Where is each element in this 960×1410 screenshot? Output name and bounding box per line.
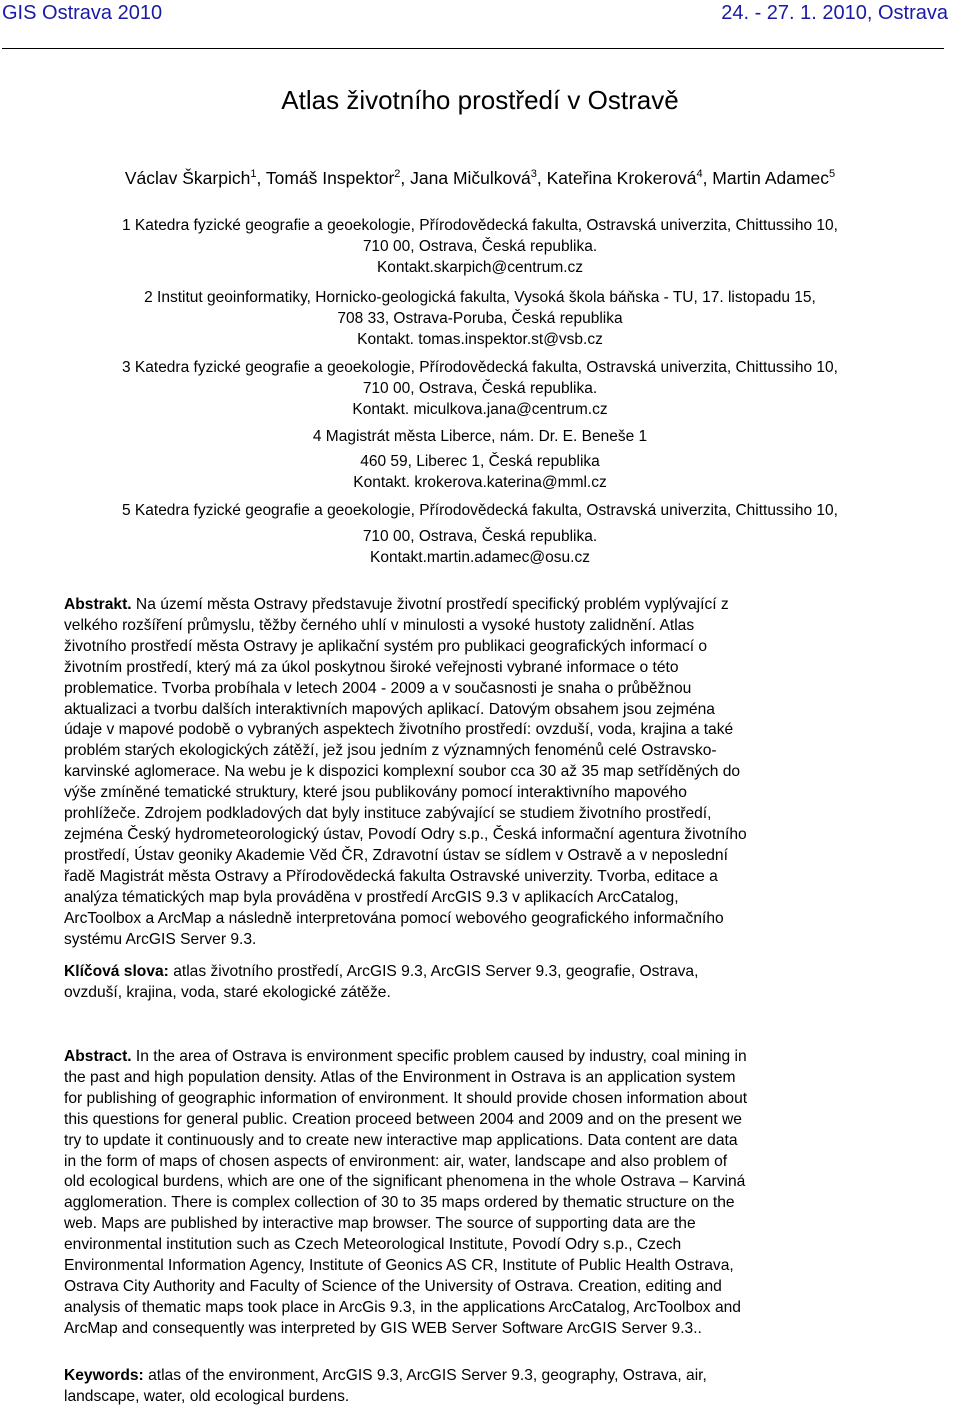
abstract-cz-line: životního prostředí města Ostravy je aplikační systém pro publikaci geografických informací o bbox=[64, 637, 708, 655]
author: Václav Škarpich bbox=[124, 168, 251, 188]
affiliation-contact: Kontakt. krokerova.katerina@mml.cz bbox=[353, 474, 607, 491]
keywords-cz bbox=[64, 962, 900, 1004]
affiliation-2 bbox=[0, 287, 960, 350]
abstract-cz-line: prostředí, Ústav geoniky Akademie Věd ČR, Zdravotní ústav se sídlem v Ostravě a v neposlední bbox=[64, 846, 728, 864]
keywords-en bbox=[64, 1366, 900, 1408]
author-index: 5 bbox=[829, 168, 836, 181]
abstract-en bbox=[64, 1047, 900, 1340]
header-date: 24. - 27. 1. 2010, Ostrava bbox=[721, 2, 948, 24]
author-index: 2 bbox=[394, 168, 401, 181]
author-index: 4 bbox=[696, 168, 703, 181]
abstract-cz-line: karvinské aglomerace. Na webu je k dispozici komplexní soubor cca 30 až 35 map setříděných do bbox=[64, 763, 741, 781]
abstract-en-line: agglomeration. There is complex collection of 30 to 35 maps ordered by thematic structure on the bbox=[64, 1194, 735, 1212]
abstract-cz-line: výše zmíněné tematické struktury, které jsou publikovány pomocí interaktivního mapového bbox=[64, 784, 687, 802]
affiliation-contact: Kontakt. tomas.inspektor.st@vsb.cz bbox=[357, 331, 603, 348]
abstract-en-line: In the area of Ostrava is environment specific problem caused by industry, coal mining in bbox=[131, 1048, 747, 1065]
header-rule bbox=[2, 48, 944, 49]
affiliation-1 bbox=[0, 215, 960, 278]
affiliation-line: 3 Katedra fyzické geografie a geoekologie, Přírodovědecká fakulta, Ostravská univerzita, Chittussiho 10, bbox=[122, 359, 838, 376]
affiliation-line: 4 Magistrát města Liberce, nám. Dr. E. Beneše 1 bbox=[312, 428, 648, 445]
abstract-en-label: Abstract. bbox=[64, 1048, 132, 1065]
running-header bbox=[0, 2, 960, 32]
abstract-en-line: in the form of maps of chosen aspects of environment: air, water, landscape and also problem of bbox=[64, 1152, 728, 1170]
affiliation-line: 710 00, Ostrava, Česká republika. bbox=[362, 528, 598, 545]
affiliation-line: 710 00, Ostrava, Česká republika. bbox=[362, 238, 598, 255]
abstract-cz-line: ArcToolbox a ArcMap a následně interpretována pomocí webového geografického informačního bbox=[64, 909, 724, 927]
abstract-cz-line: analýza tématických map byla prováděna v prostředí ArcGIS 9.3 v aplikacích ArcCatalog, bbox=[64, 888, 679, 906]
affiliation-contact: Kontakt.martin.adamec@osu.cz bbox=[370, 549, 590, 566]
affiliation-3 bbox=[0, 357, 960, 420]
keywords-en-line: atlas of the environment, ArcGIS 9.3, ArcGIS Server 9.3, geography, Ostrava, air, bbox=[143, 1367, 707, 1384]
abstract-en-line: try to update it continuously and to create new interactive map applications. Data content are data bbox=[64, 1131, 738, 1149]
abstract-cz bbox=[64, 595, 900, 950]
abstract-cz-line: problematice. Tvorba probíhala v letech 2004 - 2009 a v současnosti je snaha o průběžnou bbox=[64, 679, 692, 697]
author: Kateřina Krokerová bbox=[546, 168, 697, 188]
affiliation-line: 710 00, Ostrava, Česká republika. bbox=[362, 380, 598, 397]
abstract-cz-line: Na území města Ostravy představuje životní prostředí specifický problém vyplývající z bbox=[131, 596, 729, 613]
author-index: 1 bbox=[250, 168, 257, 181]
keywords-en-line: landscape, water, old ecological burdens. bbox=[64, 1387, 350, 1405]
affiliation-contact: Kontakt.skarpich@centrum.cz bbox=[376, 259, 584, 276]
affiliation-line: 5 Katedra fyzické geografie a geoekologie, Přírodovědecká fakulta, Ostravská univerzita, Chittussiho 10, bbox=[122, 502, 838, 519]
abstract-cz-line: aktualizaci a tvorbu dalších interaktivních mapových aplikací. Datovým obsahem jsou zejména bbox=[64, 700, 715, 718]
affiliation-4 bbox=[0, 426, 960, 493]
abstract-cz-line: zejména Český hydrometeorologický ústav, Povodí Odry s.p., Česká informační agentura životního bbox=[64, 825, 747, 843]
abstract-cz-line: problém starých ekologických zátěží, jež jsou jedním z významných fenoménů celé Ostravsko- bbox=[64, 742, 717, 760]
author-index: 3 bbox=[530, 168, 537, 181]
affiliation-line: 2 Institut geoinformatiky, Hornicko-geologická fakulta, Vysoká škola báňska - TU, 17. listopadu 15, bbox=[144, 289, 816, 306]
affiliation-5 bbox=[0, 500, 960, 568]
keywords-cz-line: ovzduší, krajina, voda, staré ekologické zátěže. bbox=[64, 983, 391, 1001]
abstract-en-line: Environmental Information Agency, Institute of Geonics AS CR, Institute of Public Health Ostrava, bbox=[64, 1257, 734, 1275]
keywords-cz-line: atlas životního prostředí, ArcGIS 9.3, ArcGIS Server 9.3, geografie, Ostrava, bbox=[168, 963, 699, 980]
keywords-en-label: Keywords: bbox=[64, 1367, 144, 1384]
author-list: Václav Škarpich$^1$, Tomáš Inspektor$^2$, Jana Mičulková$^3$, Kateřina Krokerová$^4$, Martin Adamec$^5$ bbox=[124, 168, 836, 188]
author: Tomáš Inspektor bbox=[265, 168, 395, 188]
abstract-cz-line: životním prostředí, který má za úkol poskytnou široké veřejnosti vybrané informace o této bbox=[64, 658, 679, 676]
abstract-en-line: this questions for general public. Creation proceed between 2004 and 2009 and on the present we bbox=[64, 1110, 742, 1128]
abstract-en-line: web. Maps are published by interactive map browser. The source of supporting data are the bbox=[64, 1215, 696, 1233]
abstract-en-line: the past and high population density. Atlas of the Environment in Ostrava is an application system bbox=[64, 1068, 736, 1086]
abstract-en-line: old ecological burdens, which are one of the significant phenomena in the whole Ostrava – Karviná bbox=[64, 1173, 746, 1191]
author: Martin Adamec bbox=[712, 168, 830, 188]
affiliation-line: 708 33, Ostrava-Poruba, Česká republika bbox=[337, 310, 623, 327]
abstract-en-line: Ostrava City Authority and Faculty of Science of the University of Ostrava. Creation, editing and bbox=[64, 1277, 722, 1295]
paper-title: Atlas životního prostředí v Ostravě bbox=[281, 85, 679, 115]
header-conference: GIS Ostrava 2010 bbox=[2, 2, 163, 24]
abstract-cz-line: prohlížeče. Zdrojem podkladových dat byly instituce zabývající se studiem životního prostředí, bbox=[64, 805, 712, 823]
abstract-cz-line: velkého rozšíření průmyslu, těžby černého uhlí v minulosti a vysoké hustoty zalidnění. Atlas bbox=[64, 616, 695, 634]
abstract-cz-line: systému ArcGIS Server 9.3. bbox=[64, 930, 257, 948]
keywords-cz-label: Klíčová slova: bbox=[64, 963, 169, 980]
affiliation-contact: Kontakt. miculkova.jana@centrum.cz bbox=[352, 401, 608, 418]
abstract-cz-label: Abstrakt. bbox=[64, 596, 132, 613]
abstract-cz-line: řadě Magistrát města Ostravy a Přírodovědecká fakulta Ostravské univerzity. Tvorba, editace a bbox=[64, 867, 718, 885]
abstract-en-line: environmental institution such as Czech Meteorological Institute, Povodí Odry s.p., Czech bbox=[64, 1236, 682, 1254]
abstract-en-line: ArcMap and consequently was interpreted by GIS WEB Server Software ArcGIS Server 9.3.. bbox=[64, 1319, 702, 1337]
affiliation-line: 460 59, Liberec 1, Česká republika bbox=[360, 453, 600, 470]
abstract-cz-line: údaje v mapové podobě o vybraných aspektech životního prostředí: ovzduší, voda, krajina a také bbox=[64, 721, 734, 739]
abstract-en-line: for publishing of geographic information of environment. It should provide chosen information about bbox=[64, 1089, 748, 1107]
abstract-en-line: analysis of thematic maps took place in ArcGis 9.3, in the applications ArcCatalog, ArcToolbox and bbox=[64, 1298, 741, 1316]
affiliation-line: 1 Katedra fyzické geografie a geoekologie, Přírodovědecká fakulta, Ostravská univerzita, Chittussiho 10, bbox=[122, 217, 838, 234]
author: Jana Mičulková bbox=[410, 168, 531, 188]
